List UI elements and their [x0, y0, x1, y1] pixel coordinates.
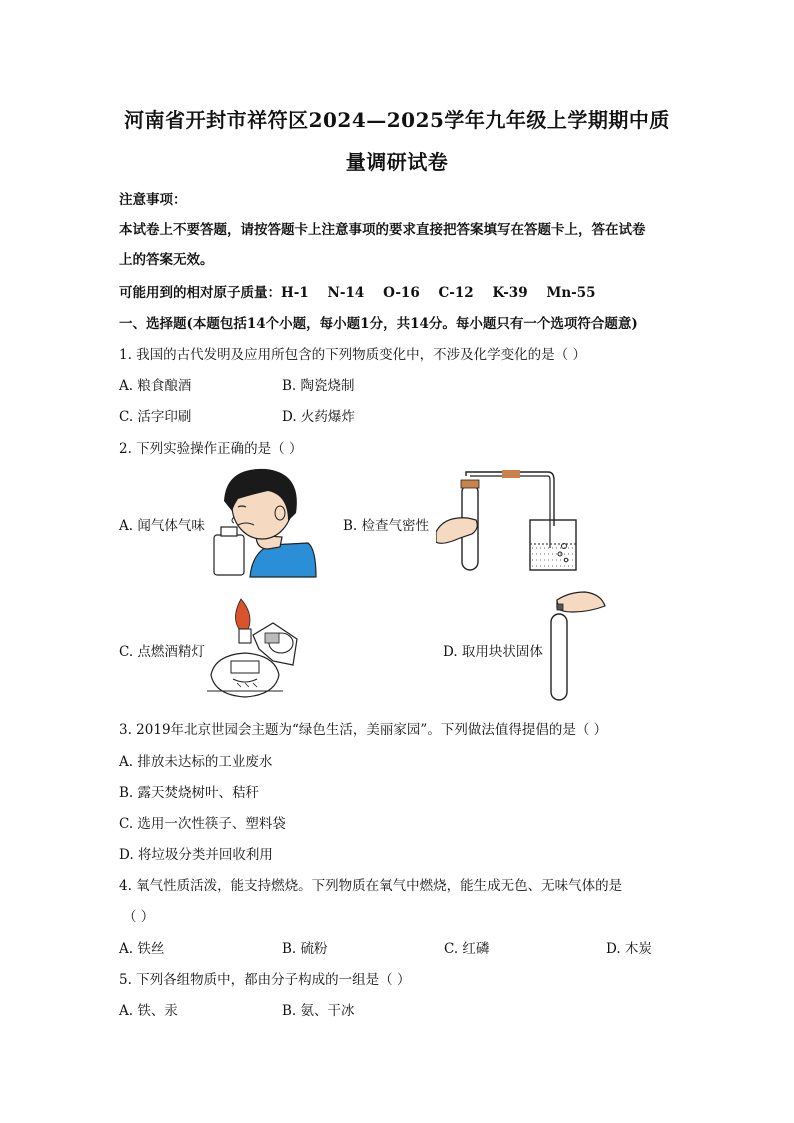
exam-title-line2: 量调研试卷	[345, 150, 449, 174]
q1-stem: 1. 我国的古代发明及应用所包含的下列物质变化中，不涉及化学变化的是（ ）	[119, 347, 586, 363]
q1-option-a: A. 粮食酿酒	[119, 378, 192, 394]
q3-option-b: B. 露天焚烧树叶、秸秆	[119, 785, 260, 801]
smelling-gas-figure	[210, 465, 318, 578]
q1-option-b: B. 陶瓷烧制	[282, 378, 355, 394]
q4-paren: （ ）	[123, 909, 155, 925]
q3-option-d: D. 将垃圾分类并回收利用	[119, 847, 273, 863]
q3-option-c: C. 选用一次性筷子、塑料袋	[119, 816, 286, 832]
airtightness-check-figure	[436, 468, 581, 572]
notice-body-line2: 上的答案无效。	[119, 252, 214, 268]
q4-option-c: C. 红磷	[444, 941, 490, 957]
section1-heading: 一、选择题(本题包括14个小题，每小题1分，共14分。每小题只有一个选项符合题意)	[119, 316, 638, 332]
q5-option-a: A. 铁、汞	[119, 1003, 178, 1019]
q2-stem: 2. 下列实验操作正确的是（ ）	[119, 441, 303, 457]
block-solid-figure	[543, 586, 607, 704]
q5-stem: 5. 下列各组物质中，都由分子构成的一组是（ ）	[119, 972, 411, 988]
q4-option-d: D. 木炭	[606, 941, 652, 957]
q4-option-b: B. 硫粉	[282, 941, 328, 957]
notice-body-line1: 本试卷上不要答题，请按答题卡上注意事项的要求直接把答案填写在答题卡上，答在试卷	[119, 222, 646, 238]
notice-heading: 注意事项：	[119, 192, 187, 208]
q2-option-d: D. 取用块状固体	[443, 644, 543, 660]
q2-option-c: C. 点燃酒精灯	[119, 644, 205, 660]
q1-option-d: D. 火药爆炸	[282, 409, 355, 425]
exam-title-line1: 河南省开封市祥符区2024—2025学年九年级上学期期中质	[124, 108, 670, 132]
q3-option-a: A. 排放未达标的工业废水	[119, 754, 273, 770]
q2-option-a: A. 闻气体气味	[119, 518, 205, 534]
q4-option-a: A. 铁丝	[119, 941, 165, 957]
q3-stem: 3. 2019年北京世园会主题为“绿色生活，美丽家园”。下列做法值得提倡的是（ ）	[119, 722, 608, 738]
q1-option-c: C. 活字印刷	[119, 409, 192, 425]
q2-option-b: B. 检查气密性	[343, 518, 430, 534]
q5-option-b: B. 氨、干冰	[282, 1003, 355, 1019]
alcohol-lamp-figure	[201, 595, 313, 701]
atomic-mass-line: 可能用到的相对原子质量：H-1 N-14 O-16 C-12 K-39 Mn-55	[119, 285, 596, 301]
q4-stem: 4. 氧气性质活泼，能支持燃烧。下列物质在氧气中燃烧，能生成无色、无味气体的是	[119, 878, 623, 894]
